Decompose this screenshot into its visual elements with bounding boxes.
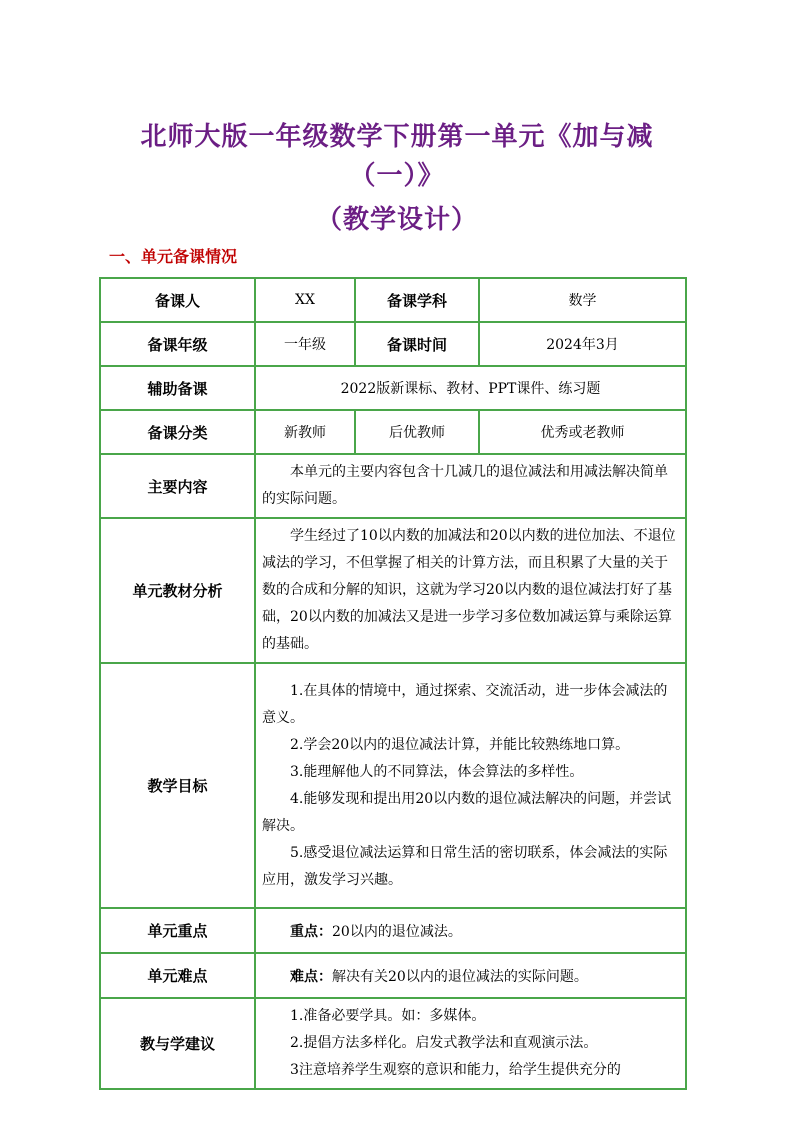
- label-subject: 备课学科: [355, 278, 479, 322]
- value-teaching-goals: [255, 663, 686, 908]
- value-difficulties: [255, 953, 686, 998]
- label-category: 备课分类: [100, 410, 255, 454]
- value-main-content: [255, 454, 686, 518]
- suggestion-item: 1.准备必要学具。如：多媒体。: [290, 1008, 486, 1024]
- difficulties-text: 解决有关20以内的退位减法的实际问题。: [332, 968, 588, 985]
- material-analysis-text: 学生经过了10以内数的加减法和20以内数的进位加法、不退位减法的学习，不但掌握了相关的计算方法，而且积累了大量的关于数的合成和分解的知识，这就为学习20以内数的退位减法打好了基础，20以内数的加减法又是进一步学习多位数加减运算与乘除运算的基础。: [262, 528, 676, 652]
- section-heading: 一、单元备课情况: [109, 247, 238, 266]
- table-row: [100, 908, 686, 953]
- key-points-text: 20以内的退位减法。: [332, 923, 462, 940]
- table-row: [100, 953, 686, 998]
- label-material-analysis: 单元教材分析: [100, 518, 255, 663]
- table-row: [100, 518, 686, 663]
- key-points-prefix: 重点：: [290, 923, 332, 940]
- goal-item: 2.学会20以内的退位减法计算，并能比较熟练地口算。: [290, 736, 630, 753]
- main-content-text: 本单元的主要内容包含十几减几的退位减法和用减法解决简单的实际问题。: [262, 464, 668, 507]
- document-title-line-2: （一）》: [349, 161, 445, 191]
- goal-item: 3.能理解他人的不同算法，体会算法的多样性。: [290, 763, 584, 780]
- value-material-analysis: [255, 518, 686, 663]
- table-row: [100, 454, 686, 518]
- value-category-new: 新教师: [255, 410, 355, 454]
- table-row: [100, 366, 686, 410]
- value-category-lagging: 后优教师: [355, 410, 479, 454]
- label-key-points: 单元重点: [100, 908, 255, 953]
- value-auxiliary: 2022版新课标、教材、PPT课件、练习题: [255, 366, 686, 410]
- label-main-content: 主要内容: [100, 454, 255, 518]
- suggestion-item: 2.提倡方法多样化。启发式教学法和直观演示法。: [290, 1035, 598, 1051]
- value-preparer: XX: [255, 278, 355, 322]
- label-auxiliary: 辅助备课: [100, 366, 255, 410]
- table-row: [100, 663, 686, 908]
- goal-item: 5.感受退位减法运算和日常生活的密切联系，体会减法的实际应用，激发学习兴趣。: [262, 844, 668, 888]
- label-prep-time: 备课时间: [355, 322, 479, 366]
- table-row: [100, 322, 686, 366]
- label-grade: 备课年级: [100, 322, 255, 366]
- label-preparer: 备课人: [100, 278, 255, 322]
- value-prep-time: 2024年3月: [479, 322, 686, 366]
- value-subject: 数学: [479, 278, 686, 322]
- table-row: [100, 410, 686, 454]
- goal-item: 1.在具体的情境中，通过探索、交流活动，进一步体会减法的意义。: [262, 682, 668, 726]
- document-subtitle: （教学设计）: [315, 205, 478, 235]
- value-key-points: [255, 908, 686, 953]
- label-difficulties: 单元难点: [100, 953, 255, 998]
- value-suggestions: [255, 998, 686, 1089]
- table-row: [100, 998, 686, 1089]
- label-teaching-goals: 教学目标: [100, 663, 255, 908]
- lesson-prep-table: [99, 277, 687, 1090]
- suggestion-item: 3注意培养学生观察的意识和能力，给学生提供充分的: [290, 1062, 621, 1078]
- label-suggestions: 教与学建议: [100, 998, 255, 1089]
- document-title-line-1: 北师大版一年级数学下册第一单元《加与减: [140, 122, 654, 152]
- goal-item: 4.能够发现和提出用20以内数的退位减法解决的问题，并尝试解决。: [262, 790, 672, 834]
- table-row: [100, 278, 686, 322]
- difficulties-prefix: 难点：: [290, 968, 332, 985]
- value-category-excellent: 优秀或老教师: [479, 410, 686, 454]
- value-grade: 一年级: [255, 322, 355, 366]
